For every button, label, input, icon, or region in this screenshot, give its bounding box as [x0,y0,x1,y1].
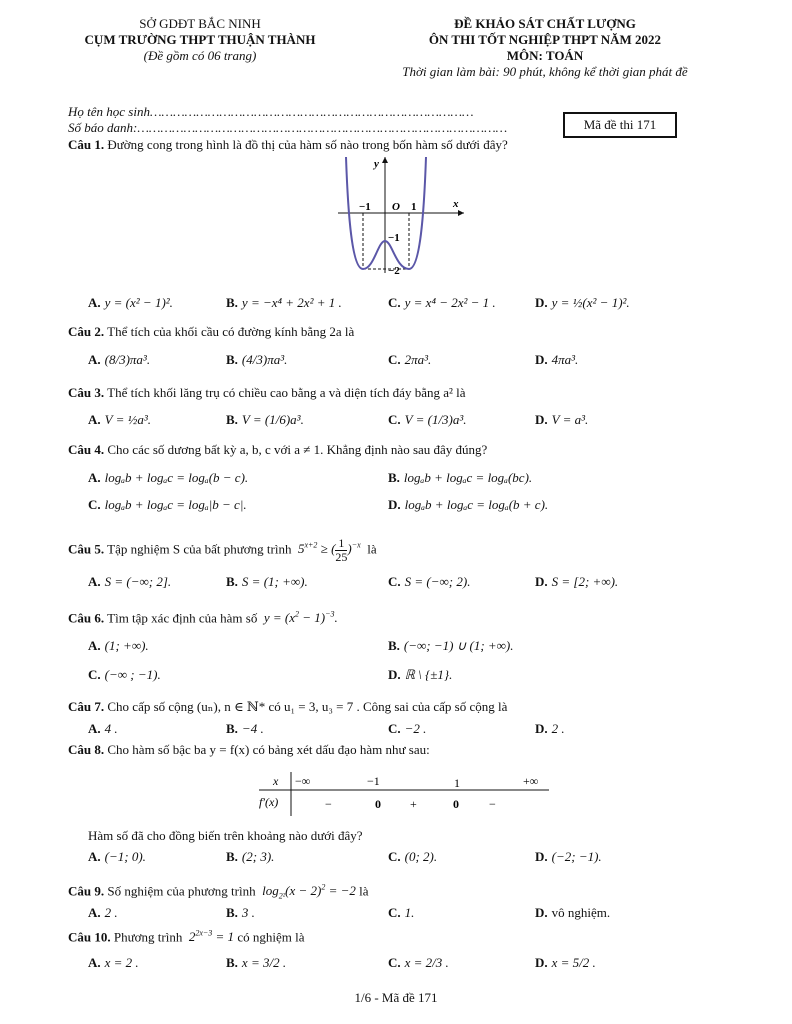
option-text: 2πa³. [404,352,432,367]
q5-option-b[interactable] [226,574,308,590]
question-label: Câu 2. [68,324,105,339]
question-text-end: là [367,541,377,557]
option-key: D. [535,721,548,736]
time-note: Thời gian làm bài: 90 phút, không kể thời gian phát đề [402,64,688,79]
option-text: (−∞; −1) ∪ (1; +∞). [403,638,514,653]
option-text: (8/3)πa³. [104,352,151,367]
option-key: A. [88,470,101,485]
tick-x-minus-1: −1 [359,201,371,213]
sign-2: + [410,797,417,811]
q5-option-a[interactable] [88,574,171,590]
option-key: D. [535,412,548,427]
question-text: Đường cong trong hình là đồ thị của hàm số nào trong bốn hàm số dưới đây? [107,137,508,152]
function-expression: $y = (x^2 - 1)^{-3}$. [260,610,338,626]
q4-option-b[interactable] [388,470,532,486]
option-text: S = [2; +∞). [551,574,619,589]
q10-option-d[interactable] [535,955,596,971]
tick-y-minus-2: −2 [388,265,400,277]
log-equation: $\log_{2^2}(x - 2)^2 = -2$ [258,883,360,901]
option-text: vô nghiệm. [551,905,611,920]
sign-3: − [489,797,496,811]
page-footer: 1/6 - Mã đề 171 [354,990,438,1005]
q2-option-d[interactable] [535,352,578,368]
option-text: logₐb + logₐc = logₐ(bc). [403,470,533,485]
question-text: Tập nghiệm S của bất phương trình [107,541,292,557]
option-key: D. [388,497,401,512]
question-text: Cho các số dương bất kỳ a, b, c với a ≠ 1. Khẳng định nào sau đây đúng? [107,442,488,457]
question-8-prompt: Hàm số đã cho đồng biến trên khoảng nào dưới đây? [88,828,363,843]
option-key: B. [388,470,400,485]
option-key: D. [535,574,548,589]
question-label: Câu 6. [68,610,105,626]
option-key: A. [88,638,101,653]
option-text: 3 . [241,905,255,920]
q2-option-a[interactable] [88,352,150,368]
option-key: A. [88,849,101,864]
option-key: D. [388,667,401,682]
option-key: B. [226,955,238,970]
question-5 [68,537,377,564]
question-9 [68,880,369,905]
question-10 [68,926,304,945]
option-text: V = a³. [551,412,589,427]
question-text: Phương trình [113,929,183,945]
tick-x-1: 1 [411,201,417,213]
option-key: C. [88,667,101,682]
option-key: A. [88,352,101,367]
option-text: logₐb + logₐc = logₐ(b + c). [404,497,549,512]
option-key: C. [388,412,401,427]
option-text: V = (1/6)a³. [241,412,304,427]
school-cluster: CỤM TRƯỜNG THPT THUẬN THÀNH [84,32,316,47]
question-text-end: là [359,883,369,899]
q5-option-d[interactable] [535,574,618,590]
q1-option-d[interactable] [535,295,630,311]
option-text: y = ½(x² − 1)². [551,295,630,310]
question-8 [68,742,430,758]
q8-option-a[interactable] [88,849,146,865]
q5-option-c[interactable] [388,574,470,590]
option-key: C. [388,295,401,310]
option-text: V = (1/3)a³. [404,412,467,427]
option-key: A. [88,412,101,427]
option-key: C. [388,955,401,970]
question-label: Câu 10. [68,929,111,945]
q8-option-c[interactable] [388,849,437,865]
q6-option-a[interactable] [88,638,149,654]
x-plus-infinity: +∞ [523,774,539,788]
question-label: Câu 1. [68,137,105,152]
origin-label: O [392,201,400,213]
option-text: y = x⁴ − 2x² − 1 . [404,295,496,310]
option-text: (2; 3). [241,849,275,864]
option-key: D. [535,849,548,864]
option-text: logₐb + logₐc = logₐ(b − c). [104,470,249,485]
x-header: x [273,774,279,788]
question-label: Câu 7. [68,699,105,714]
q6-option-b[interactable] [388,638,514,654]
option-key: B. [388,638,400,653]
question-4 [68,442,487,458]
option-key: A. [88,905,101,920]
header-right [360,16,730,80]
question-3 [68,385,466,401]
option-key: C. [388,721,401,736]
option-text: x = 3/2 . [241,955,287,970]
question-7 [68,699,507,715]
x-minus-infinity: −∞ [295,774,311,788]
question-1 [68,137,508,153]
option-text: ℝ \ {±1}. [404,667,453,682]
option-key: B. [226,352,238,367]
option-key: A. [88,574,101,589]
q3-option-c[interactable] [388,412,467,428]
option-text: S = (−∞; 2). [404,574,471,589]
question-text: Tìm tập xác định của hàm số [107,610,258,626]
option-text: 1. [404,905,415,920]
q10-option-a[interactable] [88,955,139,971]
q4-option-c[interactable] [88,497,247,513]
option-key: C. [388,905,401,920]
option-text: (−∞ ; −1). [104,667,161,682]
q8-option-b[interactable] [226,849,274,865]
option-text: (0; 2). [404,849,438,864]
fp-header: f′(x) [259,795,279,809]
question-label: Câu 5. [68,541,105,557]
q2-option-c[interactable] [388,352,431,368]
y-axis-label: y [374,158,379,170]
option-key: D. [535,905,548,920]
q2-option-b[interactable] [226,352,287,368]
question-label: Câu 8. [68,742,105,757]
option-text: 2 . [551,721,565,736]
option-key: D. [535,352,548,367]
question-6 [68,607,338,626]
x-axis-label: x [453,198,459,210]
q9-option-d[interactable] [535,905,610,921]
option-key: C. [388,352,401,367]
question-text: Thể tích khối lăng trụ có chiều cao bằng a và diện tích đáy bằng a² là [107,385,466,400]
x-axis-arrow [458,210,464,216]
q4-option-d[interactable] [388,497,548,513]
option-text: (1; +∞). [104,638,149,653]
option-key: C. [388,849,401,864]
option-key: B. [226,295,238,310]
option-text: (−2; −1). [551,849,602,864]
option-text: x = 2/3 . [404,955,449,970]
question-text: Cho cấp số cộng (uₙ), n ∈ ℕ* có u₁ = 3, u₃ = 7 . Công sai của cấp số cộng là [107,699,508,714]
q1-option-c[interactable] [388,295,496,311]
option-text: y = (x² − 1)². [104,295,173,310]
tick-y-minus-1: −1 [388,232,400,244]
q3-option-a[interactable] [88,412,151,428]
option-key: D. [535,295,548,310]
q6-option-c[interactable] [88,667,161,683]
department: SỞ GDĐT BẮC NINH [139,16,261,31]
question-text: Số nghiệm của phương trình [107,883,256,899]
student-info [68,104,507,136]
option-text: 4 . [104,721,118,736]
sign-1: − [325,797,332,811]
question-label: Câu 3. [68,385,105,400]
q7-option-a[interactable] [88,721,118,737]
option-key: B. [226,905,238,920]
option-text: 2 . [104,905,118,920]
option-text: −2 . [404,721,427,736]
option-text: −4 . [241,721,264,736]
option-key: B. [226,574,238,589]
option-key: A. [88,955,101,970]
page-count-note: (Đề gồm có 06 trang) [143,48,257,63]
q7-option-d[interactable] [535,721,565,737]
option-text: y = −x⁴ + 2x² + 1 . [241,295,342,310]
option-text: (−1; 0). [104,849,146,864]
question-2 [68,324,354,340]
q7-option-b[interactable] [226,721,264,737]
zero-1: 0 [375,797,381,811]
option-text: V = ½a³. [104,412,152,427]
exp-equation: $2^{2x-3} = 1$ [185,929,238,945]
exam-code-box: Mã đề thi 171 [563,112,677,138]
sign-table [255,770,555,820]
q6-option-d[interactable] [388,667,452,683]
q10-option-c[interactable] [388,955,449,971]
q4-option-a[interactable] [88,470,248,486]
q9-option-c[interactable] [388,905,414,921]
option-key: A. [88,721,101,736]
q1-option-a[interactable] [88,295,173,311]
option-key: C. [388,574,401,589]
option-text: S = (−∞; 2]. [104,574,172,589]
student-name-line: Họ tên học sinh………………………………………………………………………… [68,104,474,119]
option-text: 4πa³. [551,352,579,367]
option-key: B. [226,849,238,864]
question-text: Thể tích của khối cầu có đường kính bằng 2a là [107,324,355,339]
subject: MÔN: TOÁN [506,48,584,63]
option-text: x = 5/2 . [551,955,596,970]
q3-option-b[interactable] [226,412,304,428]
question-text-end: có nghiệm là [237,929,305,945]
student-id-line: Số báo danh:…………………………………………………………………………………… [68,120,508,135]
x-1: 1 [454,776,460,790]
q1-option-b[interactable] [226,295,342,311]
option-text: x = 2 . [104,955,139,970]
question-text: Cho hàm số bậc ba y = f(x) có bảng xét dấu đạo hàm như sau: [107,742,430,757]
q10-option-b[interactable] [226,955,286,971]
q8-option-d[interactable] [535,849,602,865]
q3-option-d[interactable] [535,412,588,428]
q9-option-a[interactable] [88,905,118,921]
option-key: A. [88,295,101,310]
question-label: Câu 4. [68,442,105,457]
option-key: D. [535,955,548,970]
option-text: (4/3)πa³. [241,352,288,367]
question-label: Câu 9. [68,883,105,899]
q9-option-b[interactable] [226,905,255,921]
option-key: B. [226,721,238,736]
zero-2: 0 [453,797,459,811]
option-text: S = (1; +∞). [241,574,308,589]
option-key: C. [88,497,101,512]
y-axis-arrow [382,157,388,163]
option-key: B. [226,412,238,427]
inequality: $5^{x+2}$ ≥ ( $\frac{1}{25}$ )$^{-x}$ [294,536,361,564]
header-left [40,16,360,64]
option-text: logₐb + logₐc = logₐ|b − c|. [104,497,247,512]
function-graph [330,155,470,280]
q7-option-c[interactable] [388,721,426,737]
exam-title: ĐỀ KHẢO SÁT CHẤT LƯỢNG [454,16,636,31]
x-minus-1: −1 [367,774,380,788]
exam-subtitle: ÔN THI TỐT NGHIỆP THPT NĂM 2022 [428,32,662,47]
